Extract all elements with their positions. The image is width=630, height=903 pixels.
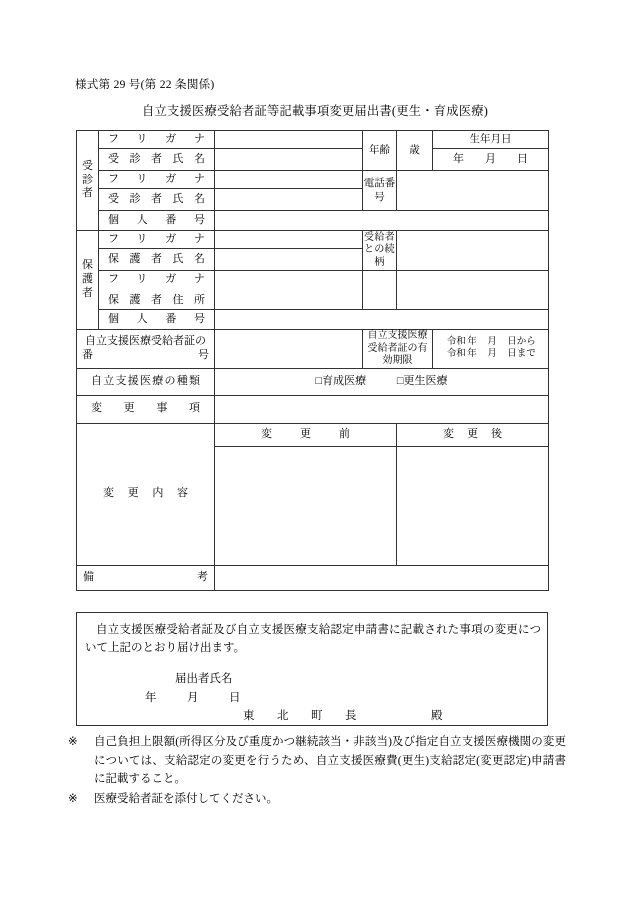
guardian-section-char-2: 護 xyxy=(82,273,93,286)
field-change-item[interactable] xyxy=(215,395,549,423)
field-guardian-personal-number[interactable] xyxy=(215,310,549,330)
addressee-char-2: 北 xyxy=(277,710,289,722)
field-relationship[interactable] xyxy=(397,231,549,271)
footnotes xyxy=(68,733,566,810)
recipient-section-label xyxy=(77,131,99,231)
field-medical-kind[interactable] xyxy=(215,368,549,395)
certificate-number-label-line2: 番号 xyxy=(82,348,209,361)
field-change-after[interactable] xyxy=(397,446,549,565)
guardian-furigana-label-text: フリガナ xyxy=(108,232,205,245)
validity-label-line1: 自立支援医療 xyxy=(367,330,428,341)
label-medical-kind xyxy=(77,368,215,395)
guardian-address-label-text: 保護者住所 xyxy=(108,293,205,306)
change-item-label-text: 変更事項 xyxy=(91,402,200,415)
validity-to-line xyxy=(445,349,536,359)
field-furigana-1[interactable] xyxy=(215,131,363,149)
label-telephone xyxy=(363,171,397,211)
furigana-label-text-2: フリガナ xyxy=(108,172,205,185)
label-recipient-personal-number xyxy=(99,211,215,231)
date-year-label: 年 xyxy=(145,692,157,704)
personal-number-label-text: 個人番号 xyxy=(108,213,205,226)
validity-from-year: 年 xyxy=(467,336,477,347)
validity-to-era: 令和 xyxy=(446,348,466,359)
table-row xyxy=(77,310,549,330)
age-unit-text: 歳 xyxy=(409,144,420,156)
footnote-item-1 xyxy=(68,733,566,789)
validity-to-day: 日まで xyxy=(507,348,536,359)
label-guardian-address xyxy=(99,271,215,310)
addressee-char-4: 長 xyxy=(345,710,357,722)
label-change-after xyxy=(397,423,549,446)
document-title: 自立支援医療受給者証等記載事項変更届出書(更生・育成医療) xyxy=(141,104,488,118)
birth-date-label-text: 生年月日 xyxy=(469,133,512,145)
checkbox-option-ikusei[interactable] xyxy=(315,375,366,389)
declaration-text: 自立支援医療受給者証及び自立支援医療支給認定申請書に記載された事項の変更について上記のとおり届け出ます。 xyxy=(85,624,541,654)
label-recipient-name-2 xyxy=(99,189,215,211)
field-furigana-2[interactable] xyxy=(215,171,363,189)
label-relationship xyxy=(363,231,397,271)
relationship-label-text: 受給者との続柄 xyxy=(364,231,395,268)
field-guardian-address-extra-1[interactable] xyxy=(363,271,397,310)
main-form-table xyxy=(76,130,549,591)
addressee-line xyxy=(243,707,443,723)
telephone-label-text: 電話番号 xyxy=(363,178,396,203)
table-row xyxy=(77,211,549,231)
label-change-item xyxy=(77,395,215,423)
field-age[interactable] xyxy=(397,131,433,171)
footnote-mark-icon-2: ※ xyxy=(68,792,78,805)
addressee-honorific: 殿 xyxy=(431,710,443,722)
field-certificate-number[interactable] xyxy=(215,330,363,369)
table-row xyxy=(77,368,549,395)
field-guardian-name[interactable] xyxy=(215,249,363,271)
remarks-label-text: 備考 xyxy=(83,570,208,583)
change-after-label-text: 変更後 xyxy=(443,427,502,440)
change-content-label-text: 変更内容 xyxy=(103,487,188,500)
guardian-address-furigana-label-text: フリガナ xyxy=(108,272,205,285)
table-row xyxy=(77,565,549,590)
validity-from-day: 日から xyxy=(507,336,536,347)
recipient-section-char-1: 受 xyxy=(82,159,93,172)
recipient-name-label-text-2: 受診者氏名 xyxy=(108,192,205,205)
medical-kind-label-text: 自立支援医療の種類 xyxy=(91,374,200,387)
field-recipient-personal-number[interactable] xyxy=(215,211,549,231)
checkbox-icon-ikusei[interactable]: □ xyxy=(315,374,323,387)
label-birth-date xyxy=(433,131,549,149)
guardian-section-label xyxy=(77,231,99,330)
birth-date-fields-text: 年 月 日 xyxy=(453,152,528,165)
validity-from-month: 月 xyxy=(487,336,497,347)
footnote-text-1: 自己負担上限額(所得区分及び重度かつ継続該当・非該当)及び指定自立支援医療機関の変更については、支給認定の変更を行うため、自立支援医療費(更生)支給認定(変更認定)申請書に記載すること。 xyxy=(94,736,566,786)
signer-name-label: 届出者氏名 xyxy=(175,673,233,685)
field-recipient-name-2[interactable] xyxy=(215,189,363,211)
table-row xyxy=(77,271,549,310)
label-age xyxy=(363,131,397,171)
recipient-section-char-3: 者 xyxy=(82,187,93,200)
validity-from-line xyxy=(445,337,536,347)
guardian-personal-number-label-text: 個人番号 xyxy=(108,312,205,325)
footnote-text-2: 医療受給者証を添付してください。 xyxy=(94,792,278,805)
field-guardian-furigana[interactable] xyxy=(215,231,363,249)
form-number: 様式第 29 号(第 22 条関係) xyxy=(75,79,215,91)
date-day-label: 日 xyxy=(229,692,241,704)
table-row xyxy=(77,149,549,171)
date-month-label: 月 xyxy=(187,692,199,704)
footnote-item-2 xyxy=(68,790,566,809)
label-change-content xyxy=(77,423,215,565)
label-change-before xyxy=(215,423,397,446)
table-row xyxy=(77,423,549,446)
validity-to-month: 月 xyxy=(487,348,497,359)
table-row xyxy=(77,395,549,423)
field-telephone[interactable] xyxy=(397,171,549,211)
declaration-box xyxy=(76,612,548,726)
field-guardian-address[interactable] xyxy=(215,271,363,310)
validity-to-year: 年 xyxy=(467,348,477,359)
validity-label-line2: 受給者証の有効期限 xyxy=(367,342,428,366)
table-row xyxy=(77,330,549,369)
label-validity-period xyxy=(363,330,433,369)
age-label-text: 年齢 xyxy=(369,144,390,156)
guardian-section-char-1: 保 xyxy=(82,259,93,272)
field-change-before[interactable] xyxy=(215,446,397,565)
label-furigana-2 xyxy=(99,171,215,189)
label-remarks xyxy=(77,565,215,590)
checkbox-icon-kousei[interactable]: □ xyxy=(396,374,404,387)
addressee-char-3: 町 xyxy=(311,710,323,722)
checkbox-option-kousei[interactable] xyxy=(397,375,448,389)
guardian-name-label-text: 保護者氏名 xyxy=(108,252,205,265)
label-guardian-personal-number xyxy=(99,310,215,330)
field-remarks[interactable] xyxy=(215,565,549,590)
submission-date-line[interactable] xyxy=(145,689,271,705)
label-guardian-name xyxy=(99,249,215,271)
field-validity-period[interactable] xyxy=(433,330,549,369)
field-guardian-address-extra-2[interactable] xyxy=(397,271,549,310)
checkbox-label-kousei: 更生医療 xyxy=(403,374,448,387)
footnote-mark-icon-1: ※ xyxy=(68,736,78,748)
label-recipient-name-1 xyxy=(99,149,215,171)
label-guardian-furigana xyxy=(99,231,215,249)
change-before-label-text: 変更前 xyxy=(261,427,350,440)
table-row xyxy=(77,231,549,249)
field-birth-date[interactable] xyxy=(433,149,549,171)
label-furigana-1 xyxy=(99,131,215,149)
table-row xyxy=(77,131,549,149)
label-certificate-number xyxy=(77,330,215,369)
field-recipient-name-1[interactable] xyxy=(215,149,363,171)
validity-from-era: 令和 xyxy=(446,336,466,347)
addressee-char-1: 東 xyxy=(243,710,255,722)
table-row xyxy=(77,171,549,189)
guardian-section-char-3: 者 xyxy=(82,286,93,299)
recipient-section-char-2: 診 xyxy=(82,173,93,186)
certificate-number-label-line1: 自立支援医療受給者証の xyxy=(85,335,206,347)
checkbox-label-ikusei: 育成医療 xyxy=(322,374,367,387)
recipient-name-label-text: 受診者氏名 xyxy=(108,152,205,165)
furigana-label-text: フリガナ xyxy=(108,132,205,145)
